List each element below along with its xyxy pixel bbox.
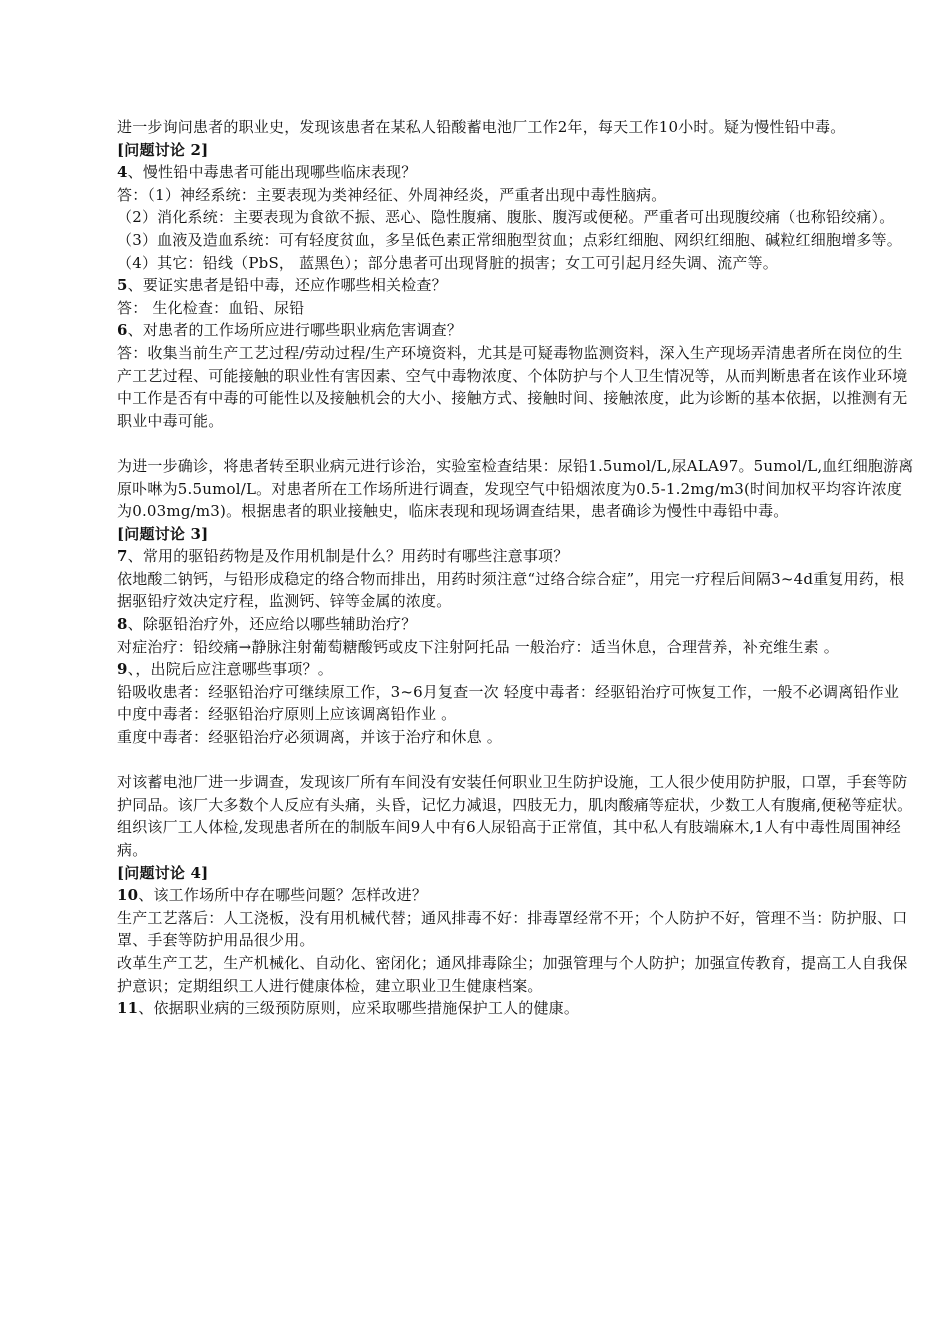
question-text: 、慢性铅中毒患者可能出现哪些临床表现？ — [127, 163, 417, 182]
question-number: 10 — [117, 886, 139, 905]
question-text: 、对患者的工作场所应进行哪些职业病危害调查？ — [127, 321, 463, 340]
paragraph: （3）血液及造血系统：可有轻度贫血，多呈低色素正常细胞型贫血；点彩红细胞、网织红细胞、碱粒红细胞增多等。 — [117, 230, 902, 249]
question-text: 、该工作场所中存在哪些问题？怎样改进？ — [138, 886, 428, 905]
paragraph: 对症治疗：铅绞痛→静脉注射葡萄糖酸钙或皮下注射阿托品 一般治疗：适当休息，合理营养，补充维生素 。 — [117, 637, 839, 656]
discussion-heading: [问题讨论 2] — [117, 140, 209, 159]
question-number: 5 — [117, 276, 128, 295]
paragraph: 进一步询问患者的职业史，发现该患者在某私人铅酸蓄电池厂工作2年，每天工作10小时。疑为慢性铅中毒。 — [117, 118, 846, 136]
paragraph: 答： 生化检查：血铅、尿铅 — [117, 298, 305, 317]
question-number: 4 — [117, 163, 128, 182]
paragraph: 生产工艺落后：人工浇板，没有用机械代替；通风排毒不好：排毒罩经常不开；个人防护不好，管理不当：防护服、口罩、手套等防护用品很少用。 — [117, 908, 908, 950]
blank-line — [117, 749, 917, 772]
question-text: 、依据职业病的三级预防原则，应采取哪些措施保护工人的健康。 — [138, 999, 580, 1018]
paragraph: 改革生产工艺，生产机械化、自动化、密闭化；通风排毒除尘；加强管理与个人防护；加强宣传教育，提高工人自我保护意识；定期组织工人进行健康体检，建立职业卫生健康档案。 — [117, 953, 908, 995]
question-line — [117, 274, 917, 297]
question-text: 、除驱铅治疗外，还应给以哪些辅助治疗？ — [127, 615, 417, 634]
question-number: 9 — [117, 660, 128, 679]
question-number: 11 — [117, 999, 139, 1018]
question-line — [117, 997, 917, 1020]
paragraph: 答：（1）神经系统：主要表现为类神经征、外周神经炎，严重者出现中毒性脑病。 — [117, 185, 667, 204]
paragraph: （4）其它：铅线（PbS， 蓝黑色）；部分患者可出现肾脏的损害；女工可引起月经失调、流产等。 — [117, 253, 778, 272]
question-text: 、，出院后应注意哪些事项？。 — [127, 660, 333, 679]
paragraph: 重度中毒者：经驱铅治疗必须调离，并该于治疗和休息 。 — [117, 728, 502, 747]
question-text: 、常用的驱铅药物是及作用机制是什么？用药时有哪些注意事项？ — [127, 547, 569, 566]
question-number: 6 — [117, 321, 128, 340]
question-line — [117, 545, 917, 568]
paragraph: 答：收集当前生产工艺过程/劳动过程/生产环境资料，尤其是可疑毒物监测资料，深入生产现场弄清患者所在岗位的生产工艺过程、可能接触的职业性有害因素、空气中毒物浓度、个体防护与个人卫生情况等，从而判断患者在该作业环境中工作是否有中毒的可能性以及接触机会的大小、接触方式、接触时间、接触浓度，此为诊断的基本依据，以推测有无职业中毒可能。 — [117, 343, 908, 430]
question-line — [117, 884, 917, 907]
question-line — [117, 161, 917, 184]
paragraph: 铅吸收患者：经驱铅治疗可继续原工作，3~6月复查一次 轻度中毒者：经驱铅治疗可恢复工作，一般不必调离铅作业 中度中毒者：经驱铅治疗原则上应该调离铅作业 。 — [117, 682, 900, 724]
document-body — [117, 116, 917, 1020]
question-number: 7 — [117, 547, 128, 566]
paragraph: 为进一步确诊，将患者转至职业病元进行诊治，实验室检查结果：尿铅1.5umol/L,尿ALA97。5umol/L,血红细胞游离原卟啉为5.5umol/L。对患者所在工作场所进行调查，发现空气中铅烟浓度为0.5-1.2mg/m3(时间加权平均容许浓度为0.03mg/m3)。根据患者的职业接触史，临床表现和现场调查结果，患者确诊为慢性中毒铅中毒。 — [117, 456, 914, 521]
question-number: 8 — [117, 615, 128, 634]
paragraph: （2）消化系统：主要表现为食欲不振、恶心、隐性腹痛、腹胀、腹泻或便秘。严重者可出现腹绞痛（也称铅绞痛）。 — [117, 208, 895, 227]
question-text: 、要证实患者是铅中毒，还应作哪些相关检查？ — [127, 276, 447, 295]
discussion-heading: [问题讨论 4] — [117, 863, 209, 882]
paragraph: 依地酸二钠钙，与铅形成稳定的络合物而排出，用药时须注意“过络合综合症”，用完一疗程后间隔3~4d重复用药，根据驱铅疗效决定疗程，监测钙、锌等金属的浓度。 — [117, 569, 905, 611]
paragraph: 对该蓄电池厂进一步调查，发现该厂所有车间没有安装任何职业卫生防护设施，工人很少使用防护服，口罩，手套等防护同品。该厂大多数个人反应有头痛，头昏，记忆力减退，四肢无力，肌肉酸痛等症状，少数工人有腹痛,便秘等症状。组织该厂工人体检,发现患者所在的制版车间9人中有6人尿铅高于正常值，其中私人有肢端麻木,1人有中毒性周围神经病。 — [117, 773, 913, 859]
question-line — [117, 613, 917, 636]
question-line — [117, 319, 917, 342]
discussion-heading: [问题讨论 3] — [117, 524, 209, 543]
question-line — [117, 658, 917, 681]
blank-line — [117, 432, 917, 455]
